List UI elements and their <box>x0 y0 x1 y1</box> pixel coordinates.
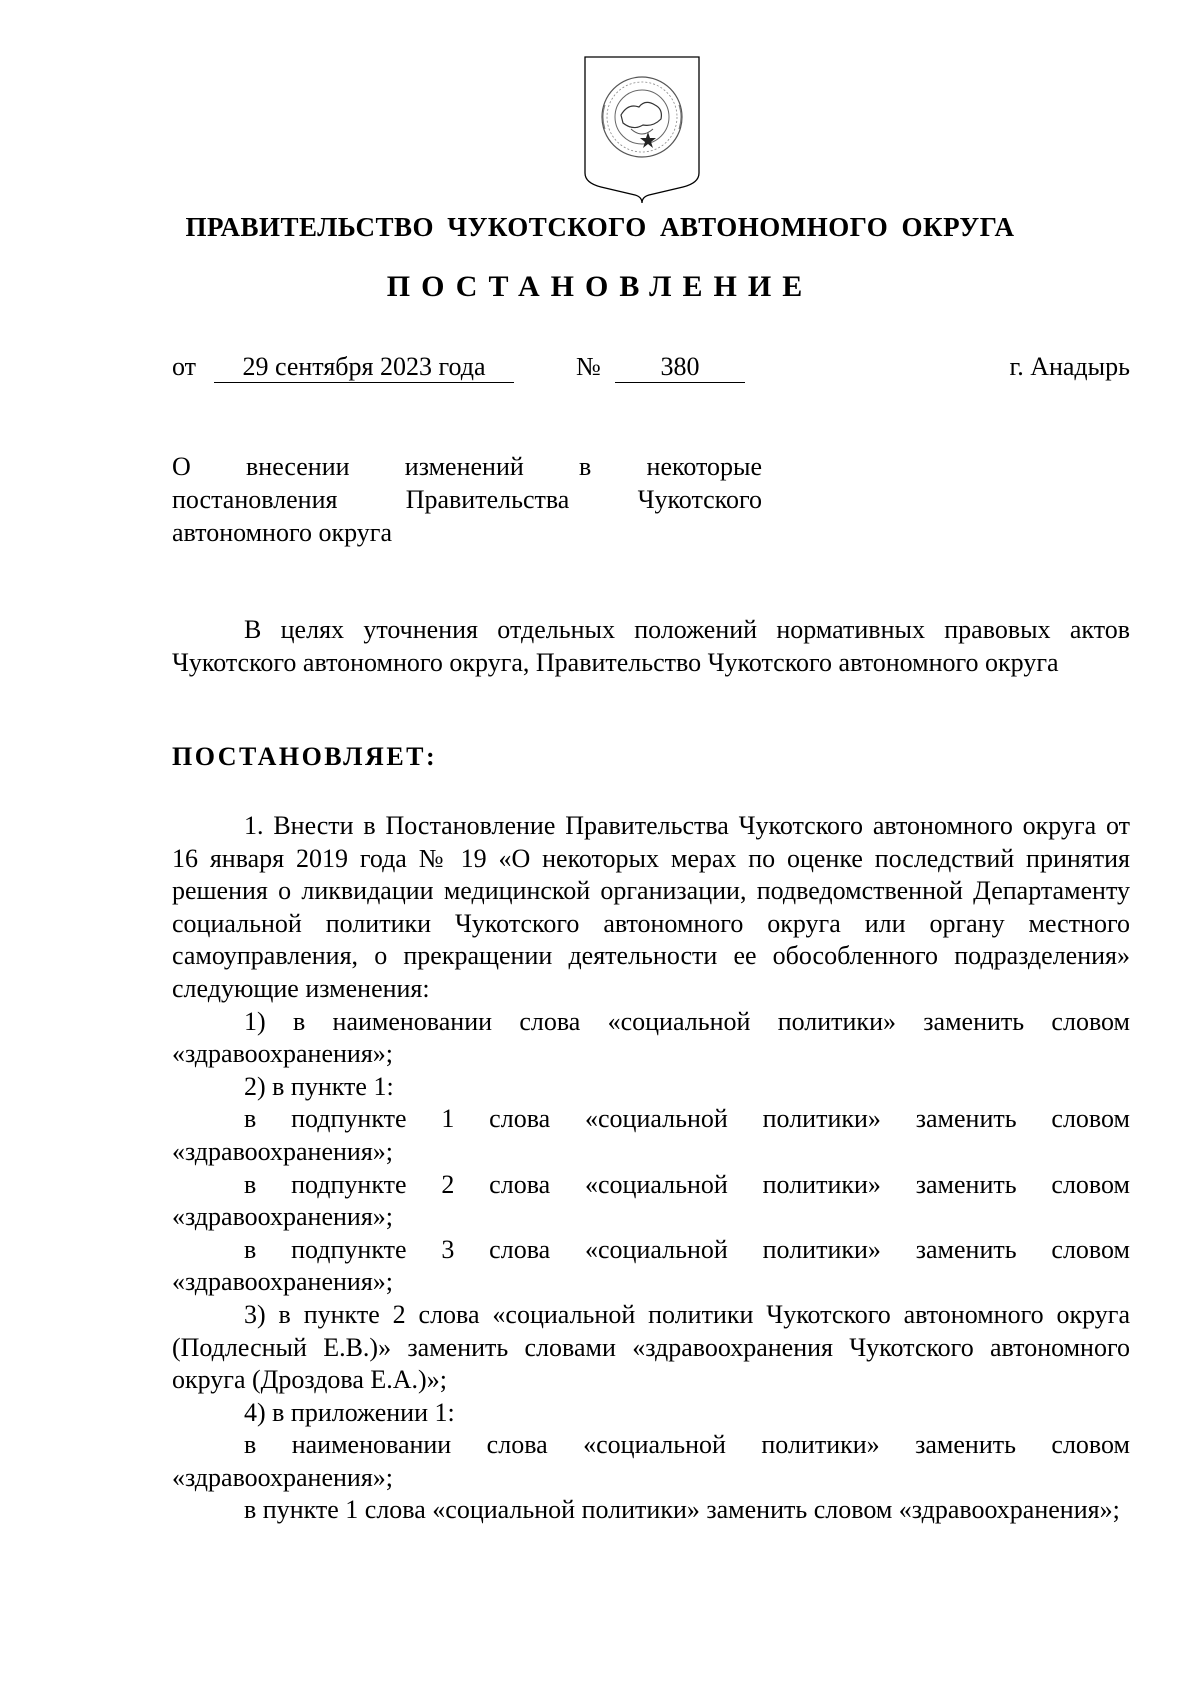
paragraph: в подпункте 1 слова «социальной политики» заменить словом «здравоохранения»; <box>172 1104 1130 1166</box>
preamble <box>172 614 1130 679</box>
paragraph: 1. Внести в Постановление Правительства Чукотского автономного округа от 16 января 2019 года № 19 «О некоторых мерах по оценке последствий принятия решения о ликвидации медицинской организации, подведомственной Департаменту социальной политики Чукотского автономного округа или органу местного самоуправления, о прекращении деятельности ее обособленного подразделения» следующие изменения: <box>172 811 1130 1003</box>
subject-line <box>172 483 762 516</box>
paragraph: в пункте 1 слова «социальной политики» заменить словом «здравоохранения»; <box>244 1495 1120 1525</box>
decree-body <box>172 810 1130 1527</box>
subject-word: постановления <box>172 485 338 514</box>
decree-heading: ПОСТАНОВЛЯЕТ: <box>172 742 438 771</box>
subject-line: автономного округа <box>172 518 392 547</box>
subject-word: Правительства <box>405 485 570 514</box>
subject-word: некоторые <box>646 452 762 481</box>
paragraph: 1) в наименовании слова «социальной политики» заменить словом «здравоохранения»; <box>172 1006 1130 1069</box>
subject-line <box>172 450 762 483</box>
date-label: от <box>172 352 197 381</box>
paragraph: в наименовании слова «социальной политики» заменить словом «здравоохранения»; <box>172 1430 1130 1492</box>
subject-word: изменений <box>404 452 524 481</box>
paragraph: 2) в пункте 1: <box>244 1071 394 1101</box>
paragraph: 4) в приложении 1: <box>244 1397 455 1427</box>
subject-word: Чукотского <box>637 485 762 514</box>
subject-word: в <box>579 452 592 481</box>
subject-word: О <box>172 452 191 481</box>
paragraph: 3) в пункте 2 слова «социальной политики Чукотского автономного округа (Подлесный Е.В.)» заменить словами «здравоохранения Чукотского автономного округа (Дроздова Е.А.)»; <box>172 1299 1130 1395</box>
coat-of-arms-emblem <box>583 55 701 205</box>
preamble-text: В целях уточнения отдельных положений нормативных правовых актов Чукотского автономного округа, Правительство Чукотского автономного округа <box>172 615 1130 677</box>
document-meta-row <box>172 352 1130 388</box>
paragraph: в подпункте 3 слова «социальной политики» заменить словом «здравоохранения»; <box>172 1234 1130 1297</box>
subject-word: внесении <box>246 452 350 481</box>
document-subject <box>172 450 762 549</box>
document-type-heading: ПОСТАНОВЛЕНИЕ <box>386 270 814 303</box>
document-date: 29 сентября 2023 года <box>214 352 514 383</box>
number-label: № <box>576 352 601 381</box>
organization-title: ПРАВИТЕЛЬСТВО ЧУКОТСКОГО АВТОНОМНОГО ОКРУГА <box>185 212 1015 242</box>
document-number: 380 <box>615 352 745 383</box>
paragraph: в подпункте 2 слова «социальной политики» заменить словом «здравоохранения»; <box>172 1169 1130 1232</box>
document-city: г. Анадырь <box>1009 352 1130 381</box>
